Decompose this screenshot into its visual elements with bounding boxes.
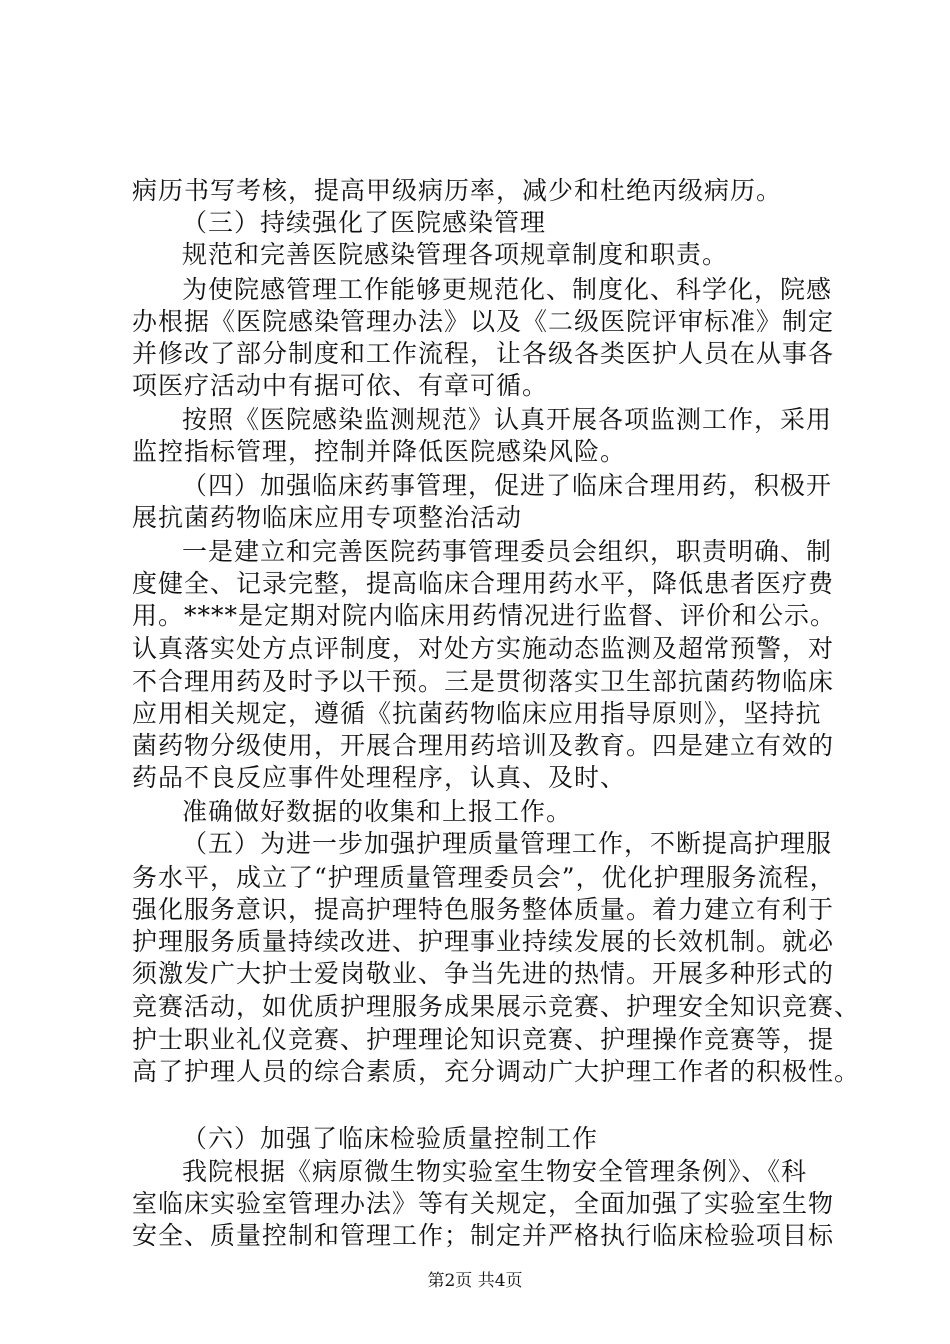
text-line: 竞赛活动，如优质护理服务成果展示竞赛、护理安全知识竞赛、	[132, 992, 861, 1021]
text-line: 办根据《医院感染管理办法》以及《二级医院评审标准》制定	[132, 307, 835, 336]
text-line: 务水平，成立了“护理质量管理委员会”，优化护理服务流程，	[132, 863, 836, 892]
section-heading: （三）持续强化了医院感染管理	[182, 208, 547, 237]
text-line: 强化服务意识，提高护理特色服务整体质量。着力建立有利于	[132, 895, 835, 924]
text-line: 项医疗活动中有据可依、有章可循。	[132, 371, 549, 400]
section-heading: （四）加强临床药事管理，促进了临床合理用药，积极开	[182, 471, 833, 500]
text-line: 不合理用药及时予以干预。三是贯彻落实卫生部抗菌药物临床	[132, 667, 835, 696]
text-line: 应用相关规定，遵循《抗菌药物临床应用指导原则》，坚持抗	[132, 699, 822, 728]
text-line: 监控指标管理，控制并降低医院感染风险。	[132, 437, 627, 466]
text-line: 我院根据《病原微生物实验室生物安全管理条例》、《科	[182, 1157, 808, 1186]
text-line: 一是建立和完善医院药事管理委员会组织，职责明确、制	[182, 537, 833, 566]
text-line: 准确做好数据的收集和上报工作。	[182, 797, 573, 826]
text-line: 度健全、记录完整，提高临床合理用药水平，降低患者医疗费	[132, 569, 835, 598]
section-heading: （六）加强了临床检验质量控制工作	[182, 1124, 599, 1153]
text-line: 高了护理人员的综合素质，充分调动广大护理工作者的积极性。	[132, 1057, 861, 1086]
page-number-footer: 第2页 共4页	[427, 1271, 523, 1291]
text-line: 按照《医院感染监测规范》认真开展各项监测工作，采用	[182, 405, 833, 434]
text-line: 为使院感管理工作能够更规范化、制度化、科学化，院感	[182, 275, 833, 304]
text-line: 病历书写考核，提高甲级病历率，减少和杜绝丙级病历。	[132, 176, 783, 205]
text-line: 用。****是定期对院内临床用药情况进行监督、评价和公示。	[132, 601, 837, 630]
text-line: 护理服务质量持续改进、护理事业持续发展的长效机制。就必	[132, 927, 835, 956]
text-line: 须激发广大护士爱岗敬业、争当先进的热情。开展多种形式的	[132, 959, 835, 988]
text-line: 室临床实验室管理办法》等有关规定，全面加强了实验室生物	[132, 1189, 835, 1218]
text-line: 规范和完善医院感染管理各项规章制度和职责。	[182, 240, 729, 269]
section-heading: 展抗菌药物临床应用专项整治活动	[132, 503, 523, 532]
text-line: 并修改了部分制度和工作流程，让各级各类医护人员在从事各	[132, 339, 835, 368]
text-line: 菌药物分级使用，开展合理用药培训及教育。四是建立有效的	[132, 731, 835, 760]
text-line: 药品不良反应事件处理程序，认真、及时、	[132, 763, 627, 792]
text-line: 认真落实处方点评制度，对处方实施动态监测及超常预警，对	[132, 634, 835, 663]
text-line: 护士职业礼仪竞赛、护理理论知识竞赛、护理操作竞赛等，提	[132, 1025, 835, 1054]
section-heading: （五）为进一步加强护理质量管理工作，不断提高护理服	[182, 829, 833, 858]
text-line: 安全、质量控制和管理工作；制定并严格执行临床检验项目标	[132, 1221, 835, 1250]
